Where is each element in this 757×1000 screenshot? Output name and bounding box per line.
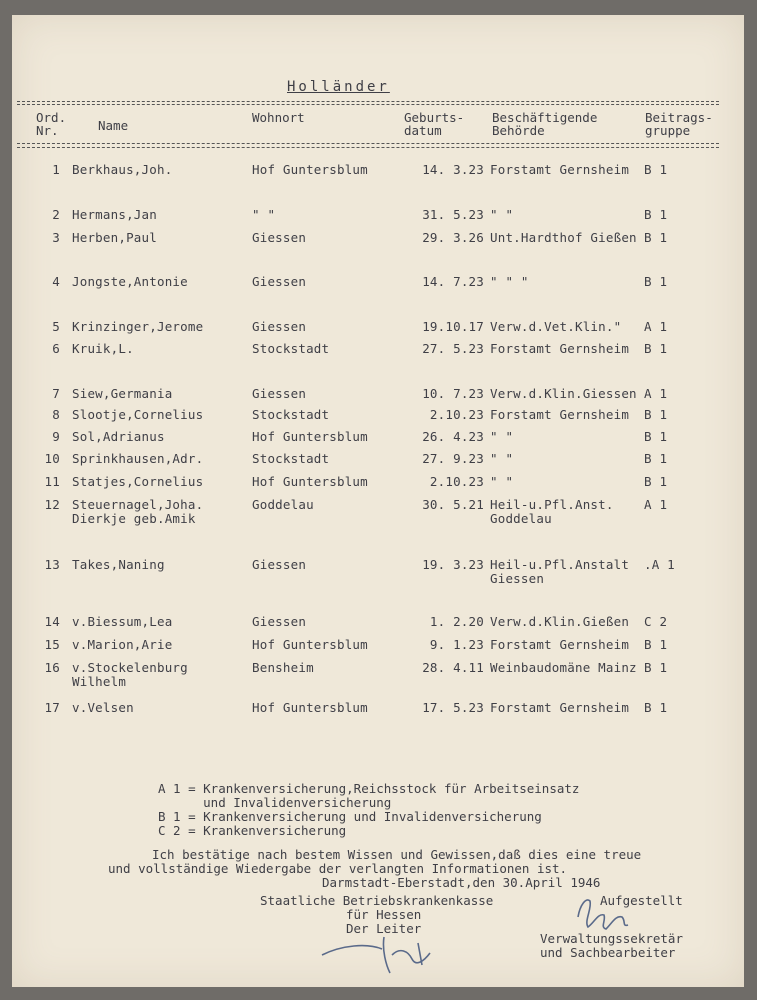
header-wohnort: Wohnort (252, 110, 305, 125)
row-geburtsdatum: 17. 5.23 (422, 700, 484, 715)
row-name: v.Stockelenburg (72, 660, 188, 675)
row-beitragsgruppe: A 1 (644, 319, 668, 334)
row-number: 8 (52, 407, 60, 422)
document-page (12, 15, 744, 987)
row-behoerde: Heil-u.Pfl.Anst. (490, 497, 614, 512)
header-name: Name (98, 118, 129, 133)
row-geburtsdatum: 26. 4.23 (422, 429, 484, 444)
legend-b1: B 1 = Krankenversicherung und Invalidenversicherung (158, 809, 542, 824)
clerk-signature (570, 887, 640, 937)
row-geburtsdatum: 10. 7.23 (422, 386, 484, 401)
header-geburtsdatum: Geburts- datum (404, 110, 465, 138)
row-name: Slootje,Cornelius (72, 407, 204, 422)
row-beitragsgruppe: A 1 (644, 386, 668, 401)
row-behoerde: Weinbaudomäne Mainz (490, 660, 637, 675)
legend-a1-cont: und Invalidenversicherung (158, 795, 392, 810)
row-geburtsdatum: 1. 2.20 (429, 614, 484, 629)
row-number: 10 (44, 451, 60, 466)
row-behoerde: " " (490, 474, 514, 489)
row-number: 1 (52, 162, 60, 177)
row-name: Steuernagel,Joha. (72, 497, 204, 512)
row-number: 2 (52, 207, 60, 222)
row-wohnort: Hof Guntersblum (252, 474, 368, 489)
row-number: 13 (44, 557, 60, 572)
row-behoerde: " " (490, 429, 514, 444)
row-behoerde-cont: Giessen (490, 571, 545, 586)
row-name: v.Velsen (72, 700, 134, 715)
row-beitragsgruppe: .A 1 (644, 557, 675, 572)
row-geburtsdatum: 30. 5.21 (422, 497, 484, 512)
row-geburtsdatum: 29. 3.26 (422, 230, 484, 245)
director-signature (312, 915, 452, 975)
row-beitragsgruppe: B 1 (644, 637, 668, 652)
row-number: 14 (44, 614, 60, 629)
header-top-rule (17, 101, 719, 102)
row-name: Sol,Adrianus (72, 429, 165, 444)
row-beitragsgruppe: B 1 (644, 162, 668, 177)
legend-a1: A 1 = Krankenversicherung,Reichsstock für Arbeitseinsatz (158, 781, 580, 796)
row-geburtsdatum: 14. 7.23 (422, 274, 484, 289)
issuer-name: Staatliche Betriebskrankenkasse (260, 893, 494, 908)
row-behoerde: " " (490, 207, 514, 222)
row-wohnort: Hof Guntersblum (252, 700, 368, 715)
row-wohnort: " " (252, 207, 276, 222)
row-wohnort: Stockstadt (252, 451, 330, 466)
row-name: Statjes,Cornelius (72, 474, 204, 489)
row-wohnort: Hof Guntersblum (252, 637, 368, 652)
row-name: Takes,Naning (72, 557, 165, 572)
compiled-by-label: Aufgestellt (600, 893, 683, 908)
row-name-cont: Dierkje geb.Amik (72, 511, 196, 526)
row-behoerde-cont: Goddelau (490, 511, 552, 526)
row-behoerde: Unt.Hardthof Gießen (490, 230, 637, 245)
row-beitragsgruppe: B 1 (644, 230, 668, 245)
row-wohnort: Giessen (252, 274, 307, 289)
row-geburtsdatum: 19.10.17 (422, 319, 484, 334)
row-wohnort: Giessen (252, 319, 307, 334)
row-beitragsgruppe: C 2 (644, 614, 668, 629)
certification-line-1: Ich bestätige nach bestem Wissen und Gewissen,daß dies eine treue (152, 847, 642, 862)
row-behoerde: Heil-u.Pfl.Anstalt (490, 557, 630, 572)
row-beitragsgruppe: B 1 (644, 474, 668, 489)
row-name: Siew,Germania (72, 386, 173, 401)
row-number: 17 (44, 700, 60, 715)
certification-date: Darmstadt-Eberstadt,den 30.April 1946 (322, 875, 601, 890)
row-number: 16 (44, 660, 60, 675)
row-behoerde: Forstamt Gernsheim (490, 162, 630, 177)
row-name: Berkhaus,Joh. (72, 162, 173, 177)
issuer-region: für Hessen (346, 907, 422, 922)
row-behoerde: Verw.d.Klin.Giessen (490, 386, 637, 401)
header-top-rule-2 (17, 104, 719, 105)
row-behoerde: Forstamt Gernsheim (490, 637, 630, 652)
row-number: 6 (52, 341, 60, 356)
header-behoerde: Beschäftigende Behörde (492, 110, 598, 138)
certification-line-2: und vollständige Wiedergabe der verlangten Informationen ist. (108, 861, 568, 876)
row-name: v.Marion,Arie (72, 637, 173, 652)
row-geburtsdatum: 9. 1.23 (429, 637, 484, 652)
row-wohnort: Giessen (252, 614, 307, 629)
header-beitragsgruppe: Beitrags- gruppe (645, 110, 713, 138)
row-behoerde: Verw.d.Klin.Gießen (490, 614, 630, 629)
row-number: 15 (44, 637, 60, 652)
row-wohnort: Stockstadt (252, 341, 330, 356)
row-wohnort: Giessen (252, 230, 307, 245)
clerk-title: Verwaltungssekretär (540, 931, 683, 946)
row-name-cont: Wilhelm (72, 674, 127, 689)
row-wohnort: Giessen (252, 557, 307, 572)
row-number: 5 (52, 319, 60, 334)
row-wohnort: Goddelau (252, 497, 314, 512)
row-geburtsdatum: 14. 3.23 (422, 162, 484, 177)
row-behoerde: Verw.d.Vet.Klin." (490, 319, 622, 334)
row-number: 9 (52, 429, 60, 444)
row-number: 12 (44, 497, 60, 512)
row-geburtsdatum: 19. 3.23 (422, 557, 484, 572)
row-behoerde: Forstamt Gernsheim (490, 700, 630, 715)
row-behoerde: " " (490, 451, 514, 466)
row-beitragsgruppe: B 1 (644, 407, 668, 422)
row-wohnort: Stockstadt (252, 407, 330, 422)
header-bottom-rule-2 (17, 147, 719, 148)
row-number: 3 (52, 230, 60, 245)
row-geburtsdatum: 27. 9.23 (422, 451, 484, 466)
row-number: 4 (52, 274, 60, 289)
row-beitragsgruppe: B 1 (644, 274, 668, 289)
row-number: 11 (44, 474, 60, 489)
row-behoerde: Forstamt Gernsheim (490, 341, 630, 356)
row-geburtsdatum: 27. 5.23 (422, 341, 484, 356)
row-beitragsgruppe: B 1 (644, 207, 668, 222)
row-name: Hermans,Jan (72, 207, 157, 222)
row-wohnort: Giessen (252, 386, 307, 401)
row-beitragsgruppe: B 1 (644, 660, 668, 675)
header-bottom-rule (17, 143, 719, 144)
header-ord-nr: Ord. Nr. (36, 110, 67, 138)
row-beitragsgruppe: B 1 (644, 700, 668, 715)
row-name: Krinzinger,Jerome (72, 319, 204, 334)
row-name: Herben,Paul (72, 230, 157, 245)
row-beitragsgruppe: A 1 (644, 497, 668, 512)
row-wohnort: Hof Guntersblum (252, 162, 368, 177)
row-geburtsdatum: 2.10.23 (429, 407, 484, 422)
row-name: v.Biessum,Lea (72, 614, 173, 629)
row-beitragsgruppe: B 1 (644, 429, 668, 444)
row-behoerde: " " " (490, 274, 529, 289)
row-behoerde: Forstamt Gernsheim (490, 407, 630, 422)
row-name: Kruik,L. (72, 341, 134, 356)
row-name: Jongste,Antonie (72, 274, 188, 289)
row-wohnort: Bensheim (252, 660, 314, 675)
row-wohnort: Hof Guntersblum (252, 429, 368, 444)
row-geburtsdatum: 31. 5.23 (422, 207, 484, 222)
row-beitragsgruppe: B 1 (644, 341, 668, 356)
row-name: Sprinkhausen,Adr. (72, 451, 204, 466)
clerk-title-2: und Sachbearbeiter (540, 945, 676, 960)
legend-c2: C 2 = Krankenversicherung (158, 823, 347, 838)
page-title: Holländer (287, 79, 390, 95)
row-number: 7 (52, 386, 60, 401)
row-geburtsdatum: 2.10.23 (429, 474, 484, 489)
row-geburtsdatum: 28. 4.11 (422, 660, 484, 675)
row-beitragsgruppe: B 1 (644, 451, 668, 466)
issuer-role: Der Leiter (346, 921, 422, 936)
